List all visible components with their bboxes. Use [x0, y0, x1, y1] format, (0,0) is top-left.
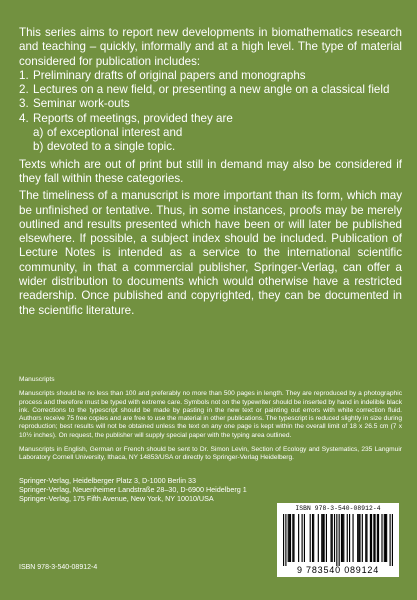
- barcode-icon: [283, 514, 393, 566]
- barcode-bar: [341, 514, 342, 562]
- barcode-bar: [339, 514, 340, 566]
- list-item: 3. Seminar work-outs: [19, 97, 130, 111]
- barcode-bar: [310, 514, 311, 562]
- barcode-bar: [381, 514, 382, 562]
- meeting-conditions-list: [19, 126, 402, 155]
- list-item: b) devoted to a single topic.: [33, 140, 176, 154]
- address-line: Springer-Verlag, Neuenheimer Landstraße 28–30, D-6900 Heidelberg 1: [19, 484, 247, 494]
- barcode-bar: [384, 514, 385, 562]
- barcode-bar: [313, 514, 314, 562]
- barcode-bar: [377, 514, 378, 562]
- barcode-bar: [347, 514, 348, 562]
- barcode-bar: [359, 514, 360, 562]
- list-item: 4. Reports of meetings, provided they are: [19, 111, 233, 125]
- barcode-bar: [326, 514, 327, 562]
- isbn-text: ISBN 978-3-540-08912-4: [19, 564, 98, 571]
- barcode-isbn: ISBN 978-3-540-08912-4: [295, 505, 381, 512]
- material-list: [19, 69, 402, 126]
- series-description: [19, 26, 402, 318]
- address-line: Springer-Verlag, 175 Fifth Avenue, New York, NY 10010/USA: [19, 493, 214, 503]
- barcode-bar: [373, 514, 374, 562]
- barcode-bar: [358, 514, 359, 562]
- barcode-bar: [386, 514, 387, 562]
- barcode-bar: [342, 514, 343, 562]
- out-of-print-paragraph: Texts which are out of print but still in demand may also be considered if they fall within these categories.: [19, 157, 402, 185]
- barcode-label: [277, 503, 399, 577]
- barcode-bar: [357, 514, 358, 562]
- barcode-bar: [365, 514, 366, 562]
- barcode-bar: [285, 514, 286, 566]
- barcode-bar: [352, 514, 353, 562]
- barcode-digits: 9 783540 089124: [296, 565, 380, 575]
- barcode-bar: [378, 514, 379, 562]
- barcode-bar: [374, 514, 375, 562]
- manuscripts-heading: Manuscripts: [19, 376, 55, 383]
- barcode-bar: [292, 514, 293, 562]
- barcode-bar: [283, 514, 284, 566]
- barcode-bar: [334, 514, 335, 562]
- barcode-bar: [288, 514, 289, 562]
- address-line: Springer-Verlag, Heidelberger Platz 3, D-1000 Berlin 33: [19, 476, 196, 485]
- list-item: 2. Lectures on a new field, or presenting a new angle on a classical field: [19, 83, 390, 97]
- barcode-bar: [322, 514, 323, 562]
- barcode-bar: [304, 514, 305, 562]
- barcode-bar: [343, 514, 344, 562]
- barcode-bar: [302, 514, 303, 562]
- submission-paragraph: Manuscripts in English, German or French should be sent to Dr. Simon Levin, Section of Ecology and Systematics, 235 Langmuir Laboratory Cornell University, Ithaca, NY 14853/USA or directly to Springer-Verlag Heidelberg.: [19, 446, 402, 462]
- barcode-bar: [289, 514, 290, 562]
- barcode-bar: [318, 514, 319, 562]
- intro-paragraph: This series aims to report new developments in biomathematics research and teaching – quickly, informally and at a high level. The type of material considered for publication includes:: [19, 26, 402, 68]
- barcode-bar: [390, 514, 391, 566]
- barcode-bar: [298, 514, 299, 562]
- barcode-bar: [370, 514, 371, 562]
- list-item: 1. Preliminary drafts of original papers and monographs: [19, 68, 306, 82]
- barcode-bar: [293, 514, 294, 562]
- barcode-bar: [366, 514, 367, 562]
- barcode-bar: [385, 514, 386, 562]
- barcode-bar: [349, 514, 350, 562]
- barcode-bar: [330, 514, 331, 562]
- timeliness-paragraph: The timeliness of a manuscript is more important than its form, which may be unfinished or tentative. Thus, in some instances, proofs may be merely outlined and results presented which have been or will later be published elsewhere. If possible, a subject index should be included. Publication of Lecture Notes is intended as a service to the international scientific community, in that a commercial publisher, Springer-Verlag, can offer a wider distribution to documents which would otherwise have a restricted readership. Once published and copyrighted, they can be documented in the scientific literature.: [19, 189, 402, 317]
- barcode-bar: [362, 514, 363, 562]
- manuscripts-paragraph: Manuscripts should be no less than 100 and preferably no more than 500 pages in length. They are reproduced by a photographic process and therefore must be typed with extreme care. Symbols not on the typewriter should be inserted by hand in indelible black ink. Corrections to the typescript should be made by pasting in the new text or painting out errors with white correction fluid. Authors receive 75 free copies and are free to use the material in other publications. The typescript is reduced slightly in size during reproduction; best results will not be obtained unless the text on any one page is kept within the overall limit of 18 x 26.5 cm (7 x 10½ inches). On request, the publisher will supply special paper with the typing area outlined.: [19, 390, 403, 439]
- barcode-bar: [321, 514, 322, 562]
- barcode-bar: [332, 514, 333, 562]
- barcode-bar: [312, 514, 313, 562]
- barcode-bar: [371, 514, 372, 562]
- barcode-bar: [392, 514, 393, 566]
- barcode-bar: [336, 514, 337, 566]
- manuscripts-section: [19, 376, 402, 463]
- publisher-addresses: [19, 477, 402, 503]
- list-item: a) of exceptional interest and: [33, 126, 183, 140]
- barcode-bar: [324, 514, 325, 562]
- barcode-bar: [290, 514, 291, 562]
